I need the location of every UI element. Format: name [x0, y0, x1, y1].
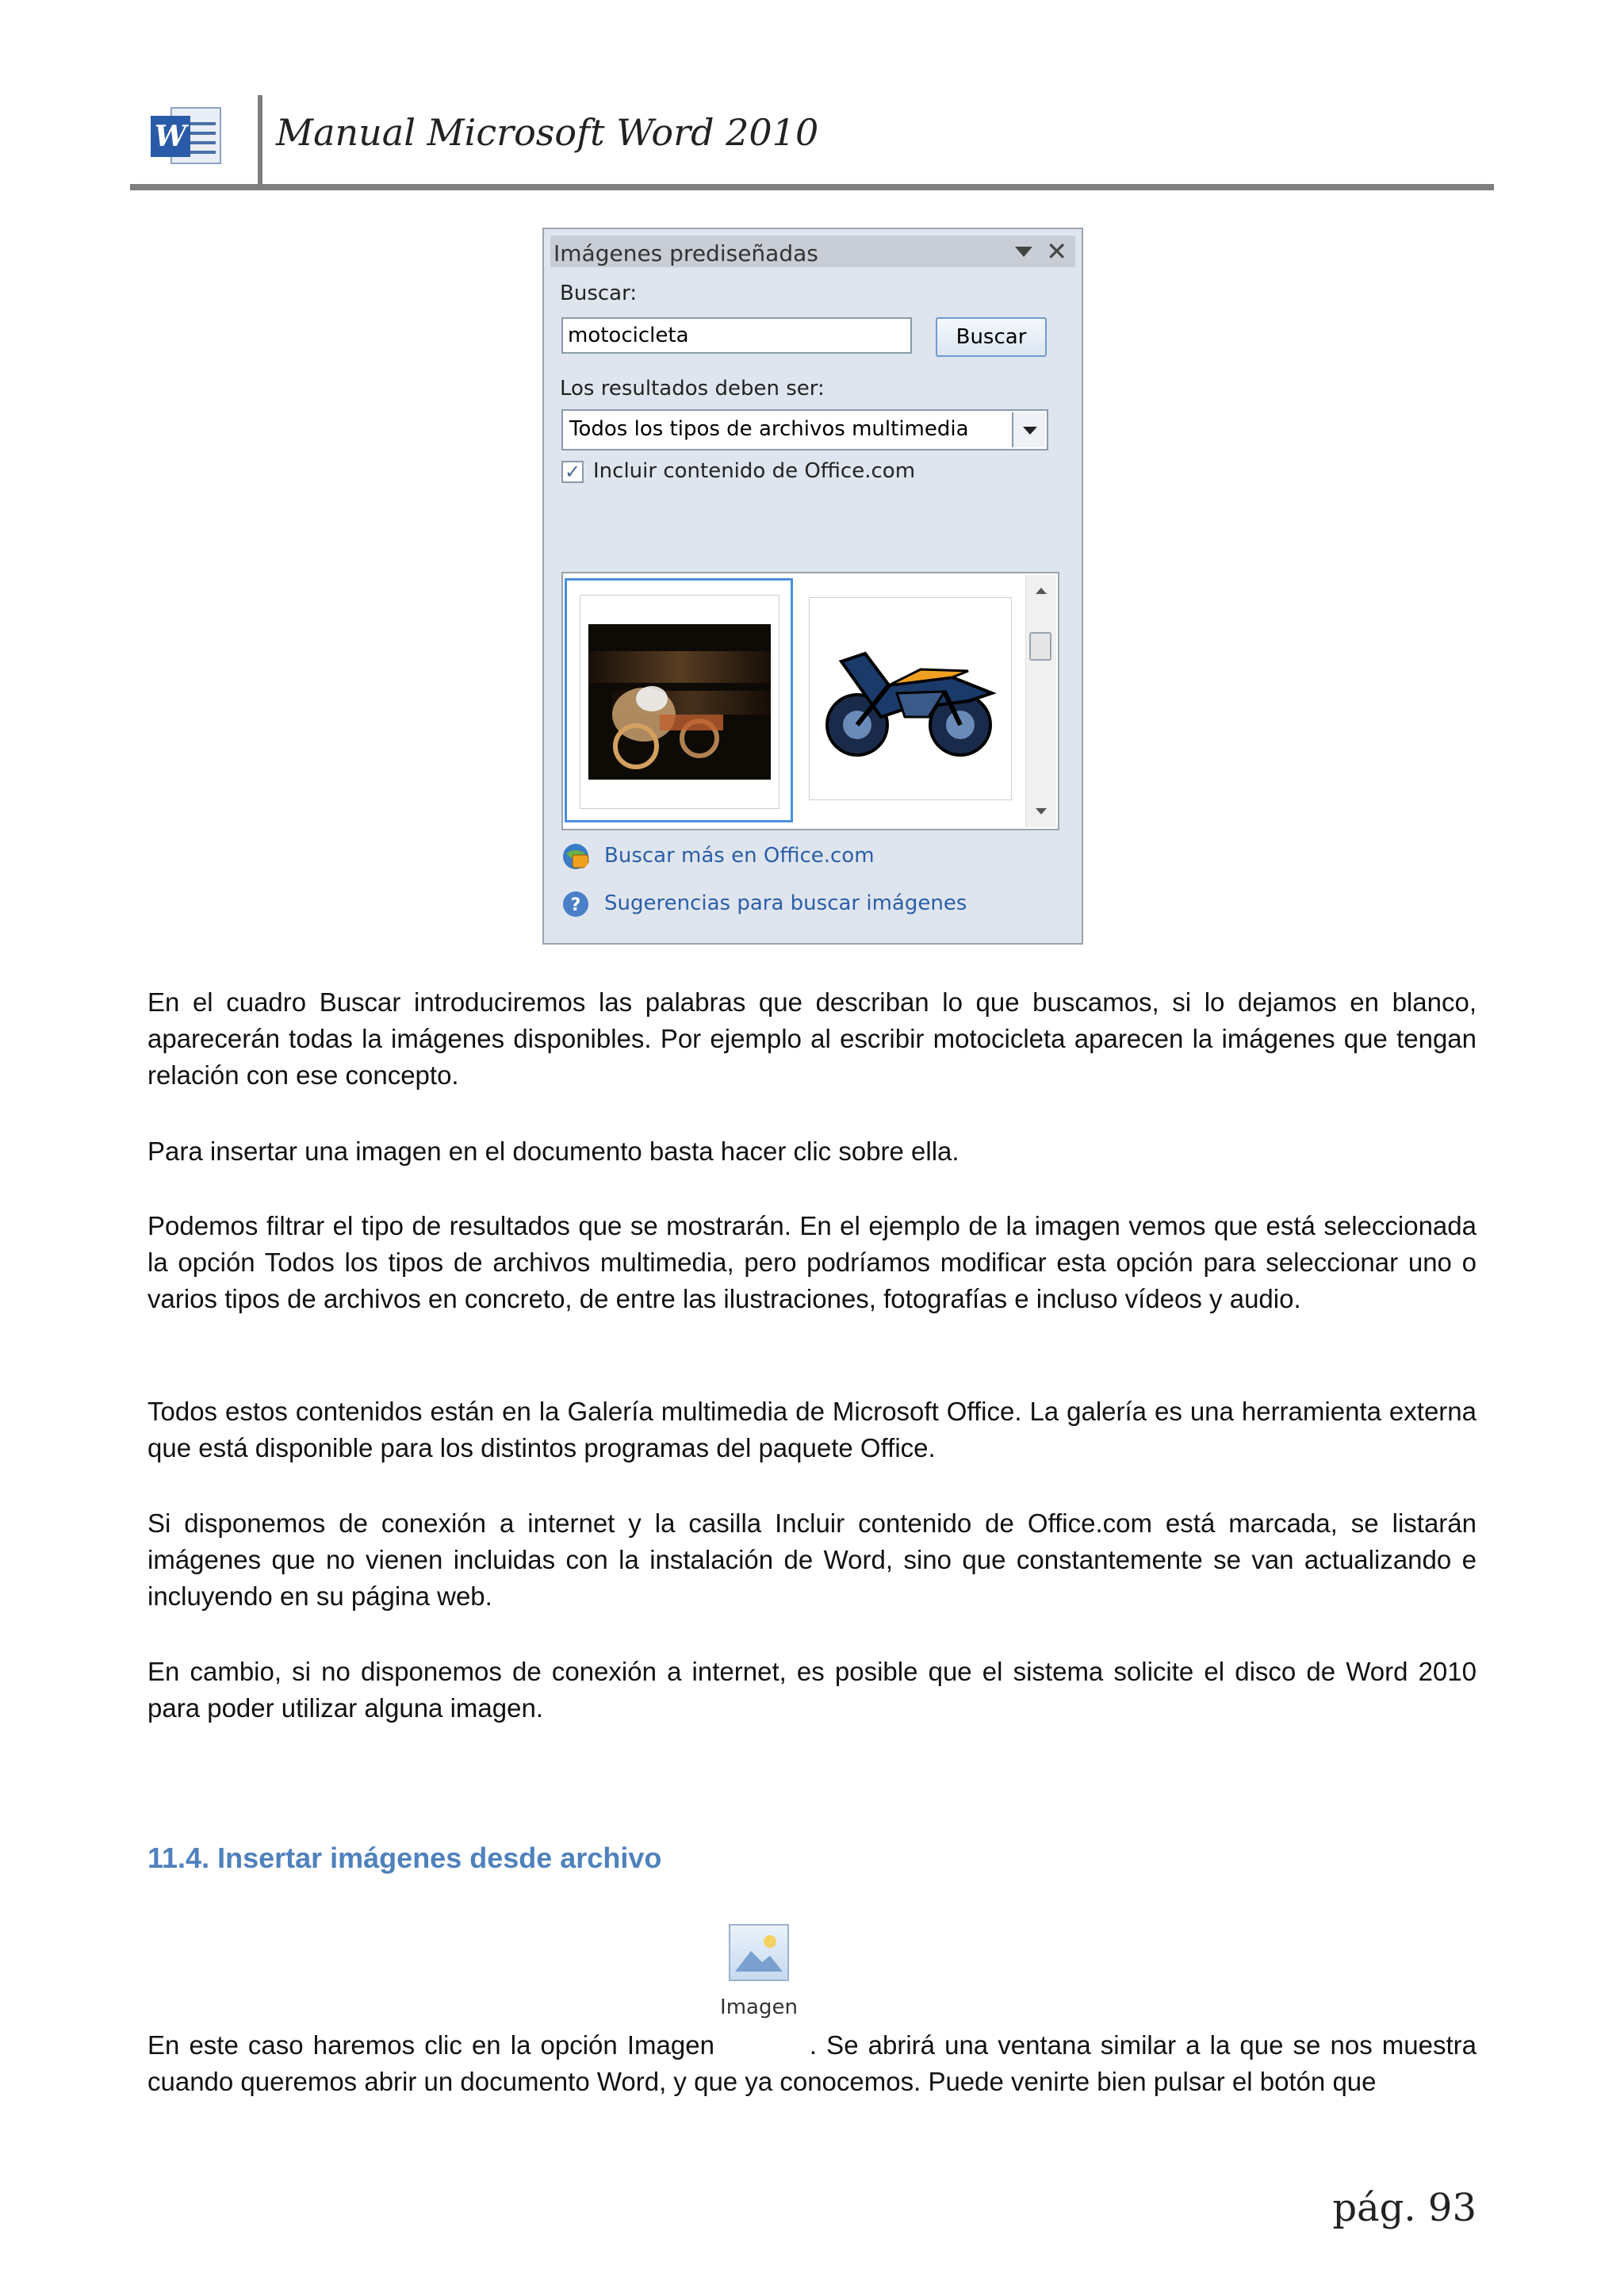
- paragraph-4: Todos estos contenidos están en la Galería multimedia de Microsoft Office. La galería es una herramienta externa que está disponible para los distintos programas del paquete Office.: [147, 1397, 1477, 1462]
- paragraph-7: [147, 2027, 1477, 2100]
- result-thumbnail-photo[interactable]: [565, 578, 793, 822]
- motorcycle-photo: [580, 595, 779, 809]
- paragraph-6: En cambio, si no disponemos de conexión a internet, es posible que el sistema solicite el disco de Word 2010 para poder utilizar alguna imagen.: [147, 1657, 1477, 1723]
- page-number: pág. 93: [1332, 2186, 1477, 2230]
- search-input[interactable]: [561, 317, 912, 354]
- search-button[interactable]: Buscar: [936, 317, 1047, 357]
- paragraph-7-start: En este caso haremos clic en la opción Imagen: [147, 2030, 714, 2060]
- search-tips-link[interactable]: Sugerencias para buscar imágenes: [604, 891, 967, 915]
- checkbox-check-icon: ✓: [564, 461, 581, 483]
- paragraph-5: Si disponemos de conexión a internet y la casilla Incluir contenido de Office.com está marcada, se listarán imágenes que no vienen incluidas con la instalación de Word, sino que constantemente se van actualizando e incluyendo en su página web.: [147, 1508, 1477, 1611]
- paragraph-2: Para insertar una imagen en el documento basta hacer clic sobre ella.: [147, 1137, 959, 1166]
- picture-icon: [729, 1924, 789, 1981]
- pane-titlebar: [550, 236, 1075, 267]
- media-type-select[interactable]: [561, 409, 1048, 450]
- word-logo-icon: [147, 103, 227, 170]
- media-type-value: Todos los tipos de archivos multimedia: [569, 417, 969, 441]
- section-heading: 11.4. Insertar imágenes desde archivo: [147, 1842, 662, 1874]
- scroll-thumb[interactable]: [1029, 632, 1051, 661]
- chevron-down-icon[interactable]: [1012, 412, 1045, 447]
- include-office-label: Incluir contenido de Office.com: [593, 459, 916, 483]
- results-label: Los resultados deben ser:: [560, 377, 825, 401]
- svg-text:W: W: [154, 120, 187, 153]
- office-globe-icon: [561, 842, 590, 871]
- results-scrollbar[interactable]: [1025, 575, 1056, 827]
- help-icon: [561, 890, 590, 918]
- close-icon[interactable]: ✕: [1046, 236, 1067, 266]
- dropdown-arrow-icon[interactable]: [1015, 247, 1032, 257]
- results-list: [561, 572, 1059, 830]
- header-divider: [258, 95, 262, 184]
- insert-image-button[interactable]: [718, 1921, 805, 2032]
- pane-title: Imágenes prediseñadas: [553, 240, 818, 266]
- insert-image-label: Imagen: [720, 1995, 798, 2019]
- paragraph-7-end: . Se abrirá una ventana similar a la que se nos muestra cuando queremos abrir un documento Word, y que ya conocemos. Puede venirte bien pulsar el botón que: [147, 2030, 1477, 2096]
- include-office-checkbox[interactable]: [561, 461, 584, 483]
- motorcycle-photo-image: [580, 596, 779, 808]
- result-thumbnail-clipart[interactable]: [809, 597, 1012, 800]
- search-more-office-link[interactable]: Buscar más en Office.com: [604, 844, 875, 868]
- paragraph-3: Podemos filtrar el tipo de resultados que se mostrarán. En el ejemplo de la imagen vemos que está seleccionada la opción Todos los tipos de archivos multimedia, pero podríamos modificar esta opción para seleccionar uno o varios tipos de archivos en concreto, de entre las ilustraciones, fotografías e incluso vídeos y audio.: [147, 1211, 1477, 1313]
- motorcycle-clipart: [810, 598, 1011, 799]
- svg-text:?: ?: [570, 895, 581, 915]
- clip-art-pane: [542, 228, 1083, 945]
- page-header-title: Manual Microsoft Word 2010: [276, 111, 819, 154]
- scroll-down-icon[interactable]: [1036, 808, 1047, 815]
- scroll-up-icon[interactable]: [1036, 588, 1047, 594]
- header-rule: [130, 184, 1494, 190]
- search-label: Buscar:: [560, 282, 638, 305]
- paragraph-1: En el cuadro Buscar introduciremos las palabras que describan lo que buscamos, si lo dejamos en blanco, aparecerán todas la imágenes disponibles. Por ejemplo al escribir motocicleta aparecen la imágenes que tengan relación con ese concepto.: [147, 987, 1477, 1090]
